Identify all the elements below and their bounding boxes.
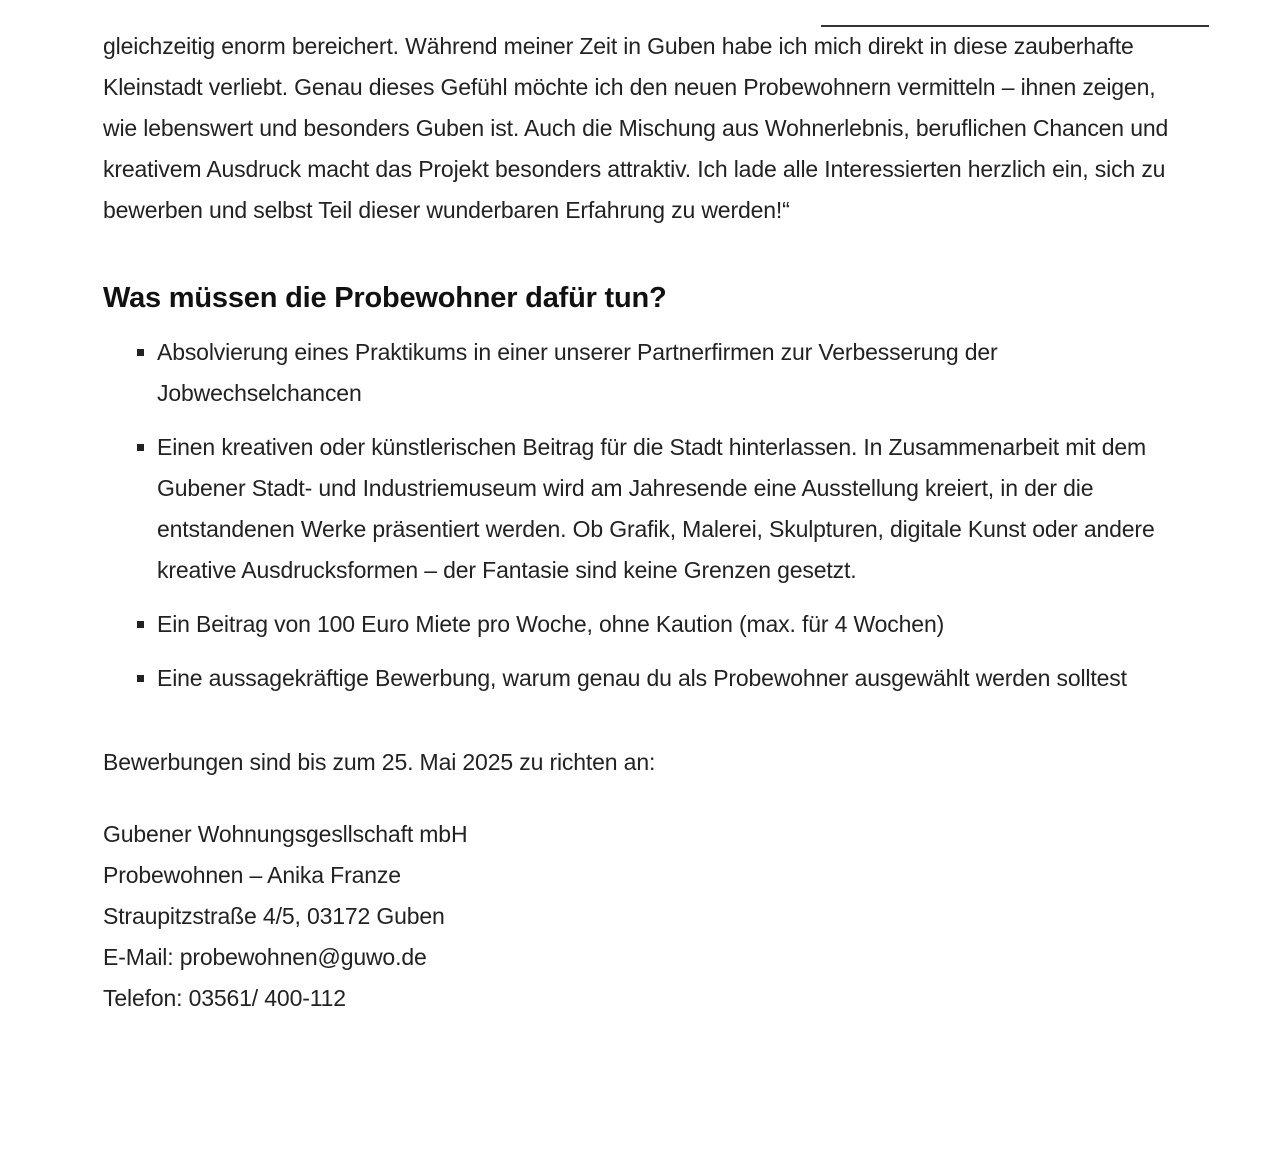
square-bullet-icon	[137, 349, 144, 356]
square-bullet-icon	[137, 621, 144, 628]
contact-company: Gubener Wohnungsgesllschaft mbH	[103, 821, 468, 847]
contact-email: E-Mail: probewohnen@guwo.de	[103, 944, 427, 970]
list-item	[157, 604, 1183, 645]
list-item-text: Ein Beitrag von 100 Euro Miete pro Woche, ohne Kaution (max. für 4 Wochen)	[157, 611, 945, 637]
square-bullet-icon	[137, 444, 144, 451]
deadline-text: Bewerbungen sind bis zum 25. Mai 2025 zu richten an:	[103, 749, 656, 775]
list-item	[157, 332, 1183, 414]
article-content	[103, 26, 1183, 1019]
section-heading: Was müssen die Probewohner dafür tun?	[103, 282, 667, 314]
intro-paragraph: gleichzeitig enorm bereichert. Während meiner Zeit in Guben habe ich mich direkt in diese zauberhafte Kleinstadt verliebt. Genau dieses Gefühl möchte ich den neuen Probewohnern vermitteln – ihnen zeigen, wie lebenswert und besonders Guben ist. Auch die Mischung aus Wohnerlebnis, beruflichen Chancen und kreativem Ausdruck macht das Projekt besonders attraktiv. Ich lade alle Interessierten herzlich ein, sich zu bewerben und selbst Teil dieser wunderbaren Erfahrung zu werden!“	[103, 33, 1169, 223]
list-item-text: Absolvierung eines Praktikums in einer unserer Partnerfirmen zur Verbesserung der Jobwechselchancen	[157, 339, 998, 406]
contact-department: Probewohnen – Anika Franze	[103, 862, 401, 888]
square-bullet-icon	[137, 675, 144, 682]
list-item	[157, 427, 1183, 591]
contact-phone: Telefon: 03561/ 400-112	[103, 985, 346, 1011]
list-item	[157, 658, 1183, 699]
list-item-text: Einen kreativen oder künstlerischen Beitrag für die Stadt hinterlassen. In Zusammenarbeit mit dem Gubener Stadt- und Industriemuseum wird am Jahresende eine Ausstellung kreiert, in der die entstandenen Werke präsentiert werden. Ob Grafik, Malerei, Skulpturen, digitale Kunst oder andere kreative Ausdrucksformen – der Fantasie sind keine Grenzen gesetzt.	[157, 434, 1155, 583]
list-item-text: Eine aussagekräftige Bewerbung, warum genau du als Probewohner ausgewählt werden solltest	[157, 665, 1127, 691]
contact-block	[103, 814, 1183, 1019]
requirements-list	[103, 332, 1183, 699]
contact-address: Straupitzstraße 4/5, 03172 Guben	[103, 903, 445, 929]
